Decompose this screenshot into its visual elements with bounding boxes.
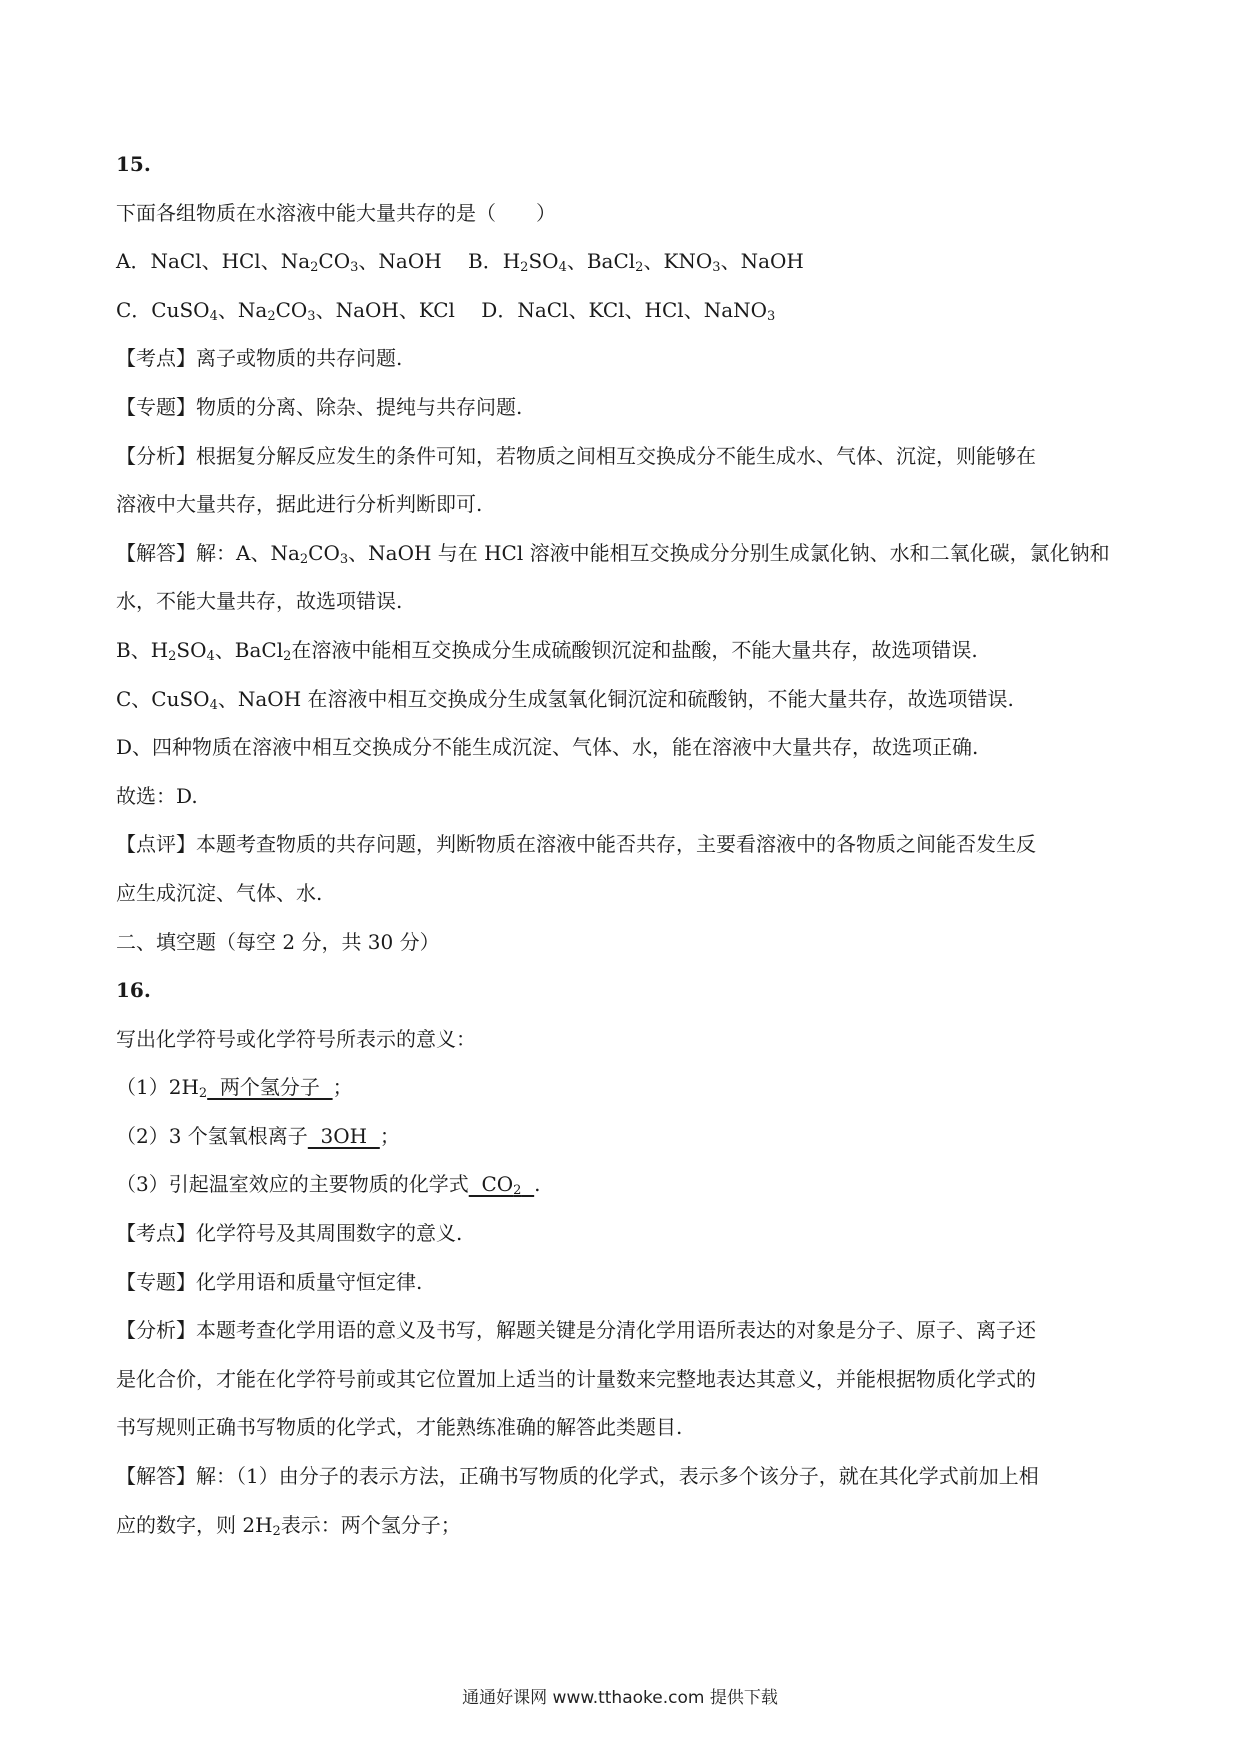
section-2-heading: 二、填空题（每空 2 分，共 30 分）	[116, 929, 440, 954]
question-15-stem: 下面各组物质在水溶液中能大量共存的是（ ）	[116, 200, 556, 225]
chemical-subscript: 3	[712, 260, 721, 276]
text-run: CO	[308, 540, 340, 565]
item-3-answer	[468, 1172, 534, 1199]
question-16-item-2	[116, 1124, 1126, 1148]
question-15-jieda-c	[116, 687, 1126, 711]
item-1-prefix: （1）2H	[116, 1075, 199, 1100]
text-run: 【解答】解：A、Na	[116, 540, 300, 565]
text-run: 在溶液中能相互交换成分生成硫酸钡沉淀和盐酸，不能大量共存，故选项错误.	[291, 637, 978, 662]
text-run: B、H	[116, 637, 169, 662]
question-16-item-1	[116, 1075, 1126, 1102]
question-15-jieda-d: D、四种物质在溶液中相互交换成分不能生成沉淀、气体、水，能在溶液中大量共存，故选项正确.	[116, 735, 979, 760]
text-run: 、NaOH、KCl D．NaCl、KCl、HCl、NaNO	[315, 297, 768, 322]
item-2-answer: 3OH	[307, 1123, 380, 1148]
question-15-options-cd	[116, 298, 1126, 322]
question-16-zhuanti: 【专题】化学用语和质量守恒定律.	[116, 1269, 423, 1294]
text-run: 、NaOH 与在 HCl 溶液中能相互交换成分分别生成氯化钠、水和二氧化碳，氯化钠和	[348, 540, 1110, 565]
chemical-subscript: 2	[283, 648, 292, 664]
item-1-subscript: 2	[198, 1086, 208, 1102]
question-15-answer: 故选：D.	[116, 783, 198, 808]
question-15-fenxi-1: 【分析】根据复分解反应发生的条件可知，若物质之间相互交换成分不能生成水、气体、沉淀，则能够在	[116, 443, 1036, 468]
item-3-answer-subscript: 2	[513, 1183, 522, 1199]
text-run: 、KNO	[643, 249, 713, 274]
chemical-subscript: 2	[267, 308, 276, 324]
chemical-subscript: 2	[310, 260, 319, 276]
text-run: CO	[318, 249, 351, 274]
item-1-suffix: ；	[332, 1075, 353, 1100]
text-run: 、NaOH B．H	[358, 249, 521, 274]
question-15-dianping-2: 应生成沉淀、气体、水.	[116, 880, 323, 905]
question-15-jieda-1	[116, 541, 1126, 565]
chemical-subscript: 3	[339, 551, 349, 567]
chemical-subscript: 2	[520, 260, 529, 276]
text-run: A．NaCl、HCl、Na	[116, 249, 311, 274]
question-16-number: 16.	[116, 978, 151, 1003]
chemical-subscript: 3	[307, 308, 316, 324]
item-2-prefix: （2）3 个氢氧根离子	[116, 1123, 308, 1148]
text-run: SO	[528, 249, 559, 274]
chemical-subscript: 2	[168, 648, 177, 664]
chemical-subscript: 3	[767, 308, 776, 324]
item-2-suffix: ；	[379, 1123, 400, 1148]
page-footer: 通通好课网 www.tthaoke.com 提供下载	[462, 1688, 778, 1708]
question-15-jieda-2: 水，不能大量共存，故选项错误.	[116, 589, 403, 614]
item-3-answer-tail	[521, 1172, 534, 1196]
question-15-number: 15.	[116, 152, 151, 176]
question-15-zhuanti: 【专题】物质的分离、除杂、提纯与共存问题.	[116, 394, 523, 419]
text-run: 、BaCl	[566, 249, 636, 274]
text-run: CO	[275, 297, 308, 322]
text-run: C．CuSO	[116, 297, 210, 322]
item-3-suffix: .	[534, 1172, 541, 1197]
chemical-subscript: 3	[350, 260, 359, 276]
chemical-subscript: 2	[635, 260, 644, 276]
chemical-subscript: 2	[299, 551, 309, 567]
text-run: 、NaOH	[720, 249, 804, 274]
chemical-subscript: 4	[209, 697, 218, 713]
text-run: 表示：两个氢分子；	[280, 1512, 461, 1537]
item-3-prefix: （3）引起温室效应的主要物质的化学式	[116, 1172, 469, 1197]
question-15-kaodian: 【考点】离子或物质的共存问题.	[116, 346, 403, 371]
question-16-fenxi-3: 书写规则正确书写物质的化学式，才能熟练准确的解答此类题目.	[116, 1415, 683, 1440]
question-15-jieda-b	[116, 638, 1126, 662]
question-16-item-3	[116, 1172, 1126, 1199]
text-run: 、NaOH 在溶液中相互交换成分生成氢氧化铜沉淀和硫酸钠，不能大量共存，故选项错误.	[217, 686, 1014, 711]
question-16-jieda-1: 【解答】解：（1）由分子的表示方法，正确书写物质的化学式，表示多个该分子，就在其化学式前加上相	[116, 1464, 1039, 1489]
question-15-options-ab	[116, 249, 1126, 276]
question-16-jieda-2	[116, 1513, 1126, 1537]
text-run: C、CuSO	[116, 686, 210, 711]
question-15-dianping-1: 【点评】本题考查物质的共存问题，判断物质在溶液中能否共存，主要看溶液中的各物质之间能否发生反	[116, 832, 1036, 857]
question-16-fenxi-1: 【分析】本题考查化学用语的意义及书写，解题关键是分清化学用语所表达的对象是分子、原子、离子还	[116, 1318, 1036, 1343]
question-15-fenxi-2: 溶液中大量共存，据此进行分析判断即可.	[116, 492, 483, 517]
text-run: 、Na	[217, 297, 268, 322]
item-1-answer: 两个氢分子	[207, 1075, 333, 1100]
chemical-subscript: 2	[272, 1523, 281, 1539]
chemical-subscript: 4	[206, 648, 215, 664]
text-run: 应的数字，则 2H	[116, 1512, 273, 1537]
chemical-subscript: 4	[209, 308, 218, 324]
item-3-answer-main: CO	[468, 1172, 514, 1197]
text-run: 、BaCl	[214, 637, 284, 662]
question-16-kaodian: 【考点】化学符号及其周围数字的意义.	[116, 1221, 463, 1246]
question-16-fenxi-2: 是化合价，才能在化学符号前或其它位置加上适当的计量数来完整地表达其意义，并能根据物质化学式的	[116, 1366, 1036, 1391]
chemical-subscript: 4	[558, 260, 567, 276]
document-body	[116, 152, 1126, 1561]
text-run: SO	[176, 637, 207, 662]
question-16-stem: 写出化学符号或化学符号所表示的意义：	[116, 1026, 476, 1051]
